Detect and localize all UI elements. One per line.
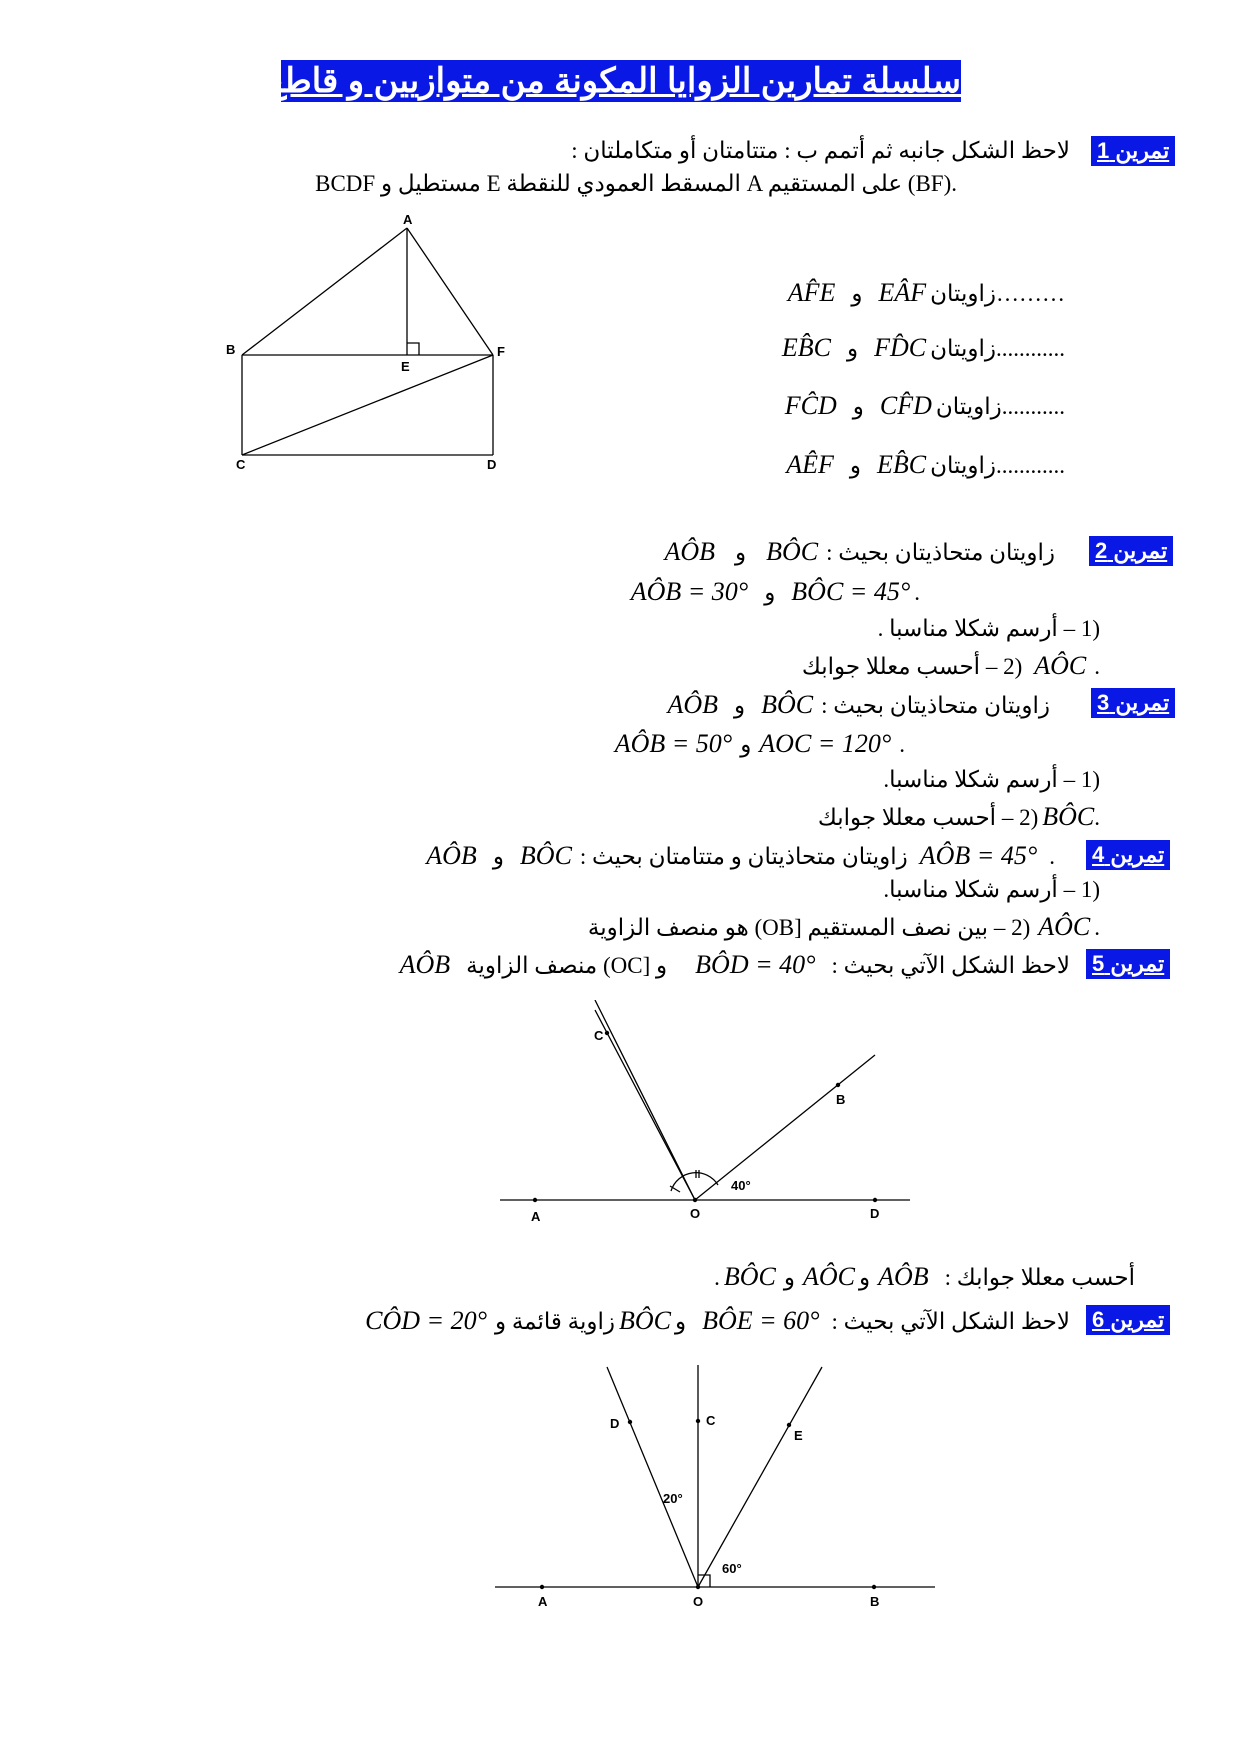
page-title: سلسلة تمارين الزوايا المكونة من متوازيين و قاطع: [266, 62, 961, 100]
point-E: E: [401, 359, 410, 374]
point-A: A: [531, 1209, 541, 1224]
ex3-question-2: (2 – أحسب معللا جوابك BÔC.: [817, 802, 1100, 831]
ex1-row-2: EB̂C و FD̂C زاويتان............: [781, 333, 1065, 362]
ex3-question-1: (1 – أرسم شكلا مناسبا.: [883, 767, 1100, 792]
ex1-given: BCDF مستطيل و E المسقط العمودي للنقطة A على المستقيم (BF).: [315, 171, 957, 196]
ex1-figure: [225, 210, 515, 470]
ex1-row-4: AÊF و EB̂C زاويتان............: [786, 450, 1065, 479]
ex1-row-3: FĈD و CF̂D زاويتان...........: [784, 391, 1065, 420]
exercise-1-label: تمرين 1: [1091, 136, 1175, 166]
ex1-intro: لاحظ الشكل جانبه ثم أتمم ب : متتامتان أو متكاملتان :: [571, 138, 1070, 163]
angle-label-20: 20°: [663, 1491, 683, 1506]
point-B: B: [226, 342, 236, 357]
exercise-5-label: تمرين 5: [1086, 949, 1170, 979]
angle-label-40: 40°: [731, 1178, 751, 1193]
ex2-statement: AÔB و BÔC زاويتان متحاذيتان بحيث :: [664, 537, 1055, 566]
point-B: B: [836, 1092, 846, 1107]
exercise-3-label: تمرين 3: [1091, 688, 1175, 718]
ex6-figure: [490, 1335, 940, 1635]
point-D: D: [487, 457, 497, 470]
point-A: A: [538, 1594, 548, 1609]
ex2-question-1: (1 – أرسم شكلا مناسبا .: [877, 616, 1100, 641]
ex2-conditions: AÔB = 30° و BÔC = 45° .: [630, 577, 920, 606]
ex4-question-1: (1 – أرسم شكلا مناسبا.: [883, 877, 1100, 902]
point-A: A: [403, 212, 413, 227]
ex3-conditions: AÔB = 50° و AOC = 120° .: [614, 729, 905, 758]
ex5-ask: . BÔC و AÔC و AÔB أحسب معللا جوابك :: [714, 1262, 1135, 1291]
angle-label-60: 60°: [722, 1561, 742, 1576]
exercise-6-label: تمرين 6: [1086, 1305, 1170, 1335]
exercise-4-label: تمرين 4: [1086, 840, 1170, 870]
ex5-statement: AÔB و [OC) منصف الزاوية BÔD = 40° لاحظ الشكل الآتي بحيث :: [399, 950, 1070, 979]
point-O: O: [693, 1594, 704, 1609]
point-C: C: [236, 457, 246, 470]
point-B: B: [870, 1594, 880, 1609]
point-C: C: [706, 1413, 716, 1428]
ex3-statement: AÔB و BÔC زاويتان متحاذيتان بحيث :: [667, 690, 1050, 719]
point-C: C: [594, 1028, 604, 1043]
ex5-figure: [495, 1000, 915, 1230]
ex6-statement: CÔD = 20° زاوية قائمة و BÔC و BÔE = 60° لاحظ الشكل الآتي بحيث :: [365, 1306, 1070, 1335]
point-D: D: [610, 1416, 620, 1431]
point-F: F: [497, 344, 505, 359]
point-D: D: [870, 1206, 880, 1221]
ex2-question-2: (2 – أحسب معللا جوابك AÔC .: [801, 651, 1100, 680]
point-O: O: [690, 1206, 701, 1221]
ex4-statement: AÔB و BÔC زاويتان متحاذيتان و متتامتان بحيث : AÔB = 45° .: [426, 841, 1055, 870]
ex1-row-1: AF̂E و EÂF زاويتان………: [787, 278, 1065, 307]
point-E: E: [794, 1428, 803, 1443]
ex4-question-2: (2 – بين نصف المستقيم [OB) هو منصف الزاوية AÔC .: [587, 912, 1100, 941]
exercise-2-label: تمرين 2: [1089, 536, 1173, 566]
